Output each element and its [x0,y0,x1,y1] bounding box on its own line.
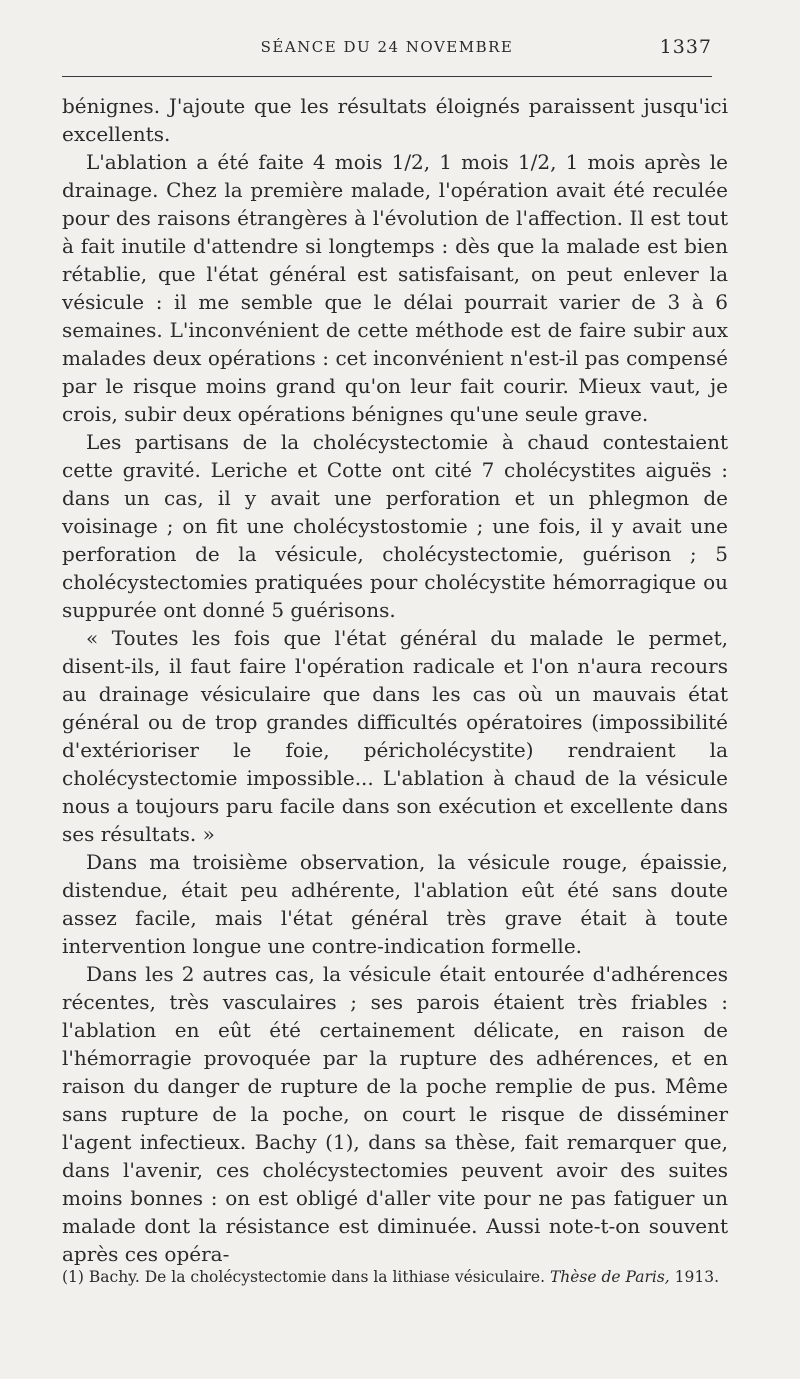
paragraph: Dans les 2 autres cas, la vésicule était entourée d'adhérences récentes, très vasculaires ; ses parois étaient très friables : l'ablation en eût été certainement délicate, en raison de l'hémorragie provoquée par la rupture des adhérences, et en raison du danger de rupture de la poche remplie de pus. Même sans rupture de la poche, on court le risque de disséminer l'agent infectieux. Bachy (1), dans sa thèse, fait remarquer que, dans l'avenir, ces cholécystectomies peuvent avoir des suites moins bonnes : on est obligé d'aller vite pour ne pas fatiguer un malade dont la résistance est diminuée. Aussi note-t-on souvent après ces opéra- [62,962,728,1266]
running-header [62,36,712,60]
paragraph: Les partisans de la cholécystectomie à chaud contestaient cette gravité. Leriche et Cotte ont cité 7 cholécystites aiguës : dans un cas, il y avait une perforation et un phlegmon de voisinage ; on fit une cholécystostomie ; une fois, il y avait une perforation de la vésicule, cholécystectomie, guérison ; 5 cholécystectomies pratiquées pour cholécystite hémorragique ou suppurée ont donné 5 guérisons. [62,430,728,622]
paragraph: L'ablation a été faite 4 mois 1/2, 1 mois 1/2, 1 mois après le drainage. Chez la première malade, l'opération avait été reculée pour des raisons étrangères à l'évolution de l'affection. Il est tout à fait inutile d'attendre si longtemps : dès que la malade est bien rétablie, que l'état général est satisfaisant, on peut enlever la vésicule : il me semble que le délai pourrait varier de 3 à 6 semaines. L'inconvénient de cette méthode est de faire subir aux malades deux opérations : cet inconvénient n'est-il pas compensé par le risque moins grand qu'on leur fait courir. Mieux vaut, je crois, subir deux opérations bénignes qu'une seule grave. [62,150,728,426]
page-number: 1337 [659,36,712,58]
paragraph: Dans ma troisième observation, la vésicule rouge, épaissie, distendue, était peu adhérente, l'ablation eût été sans doute assez facile, mais l'état général très grave était à toute intervention longue une contre-indication formelle. [62,850,728,958]
footnote [62,1266,728,1288]
footnote-year: 1913. [674,1268,720,1286]
footnote-italic: Thèse de Paris, [549,1268,670,1286]
footnote-text: (1) Bachy. De la cholécystectomie dans la lithiase vésiculaire. [62,1268,545,1286]
paragraph: « Toutes les fois que l'état général du malade le permet, disent-ils, il faut faire l'opération radicale et l'on n'aura recours au drainage vésiculaire que dans les cas où un mauvais état général ou de trop grandes difficultés opératoires (impossibilité d'extérioriser le foie, péricholécystite) rendraient la cholécystectomie impossible... L'ablation à chaud de la vésicule nous a toujours paru facile dans son exécution et excellente dans ses résultats. » [62,626,728,846]
header-title: SÉANCE DU 24 NOVEMBRE [260,38,514,56]
paragraph: bénignes. J'ajoute que les résultats éloignés paraissent jusqu'ici excellents. [62,94,728,146]
header-rule [62,76,712,77]
page-body [62,92,728,1268]
